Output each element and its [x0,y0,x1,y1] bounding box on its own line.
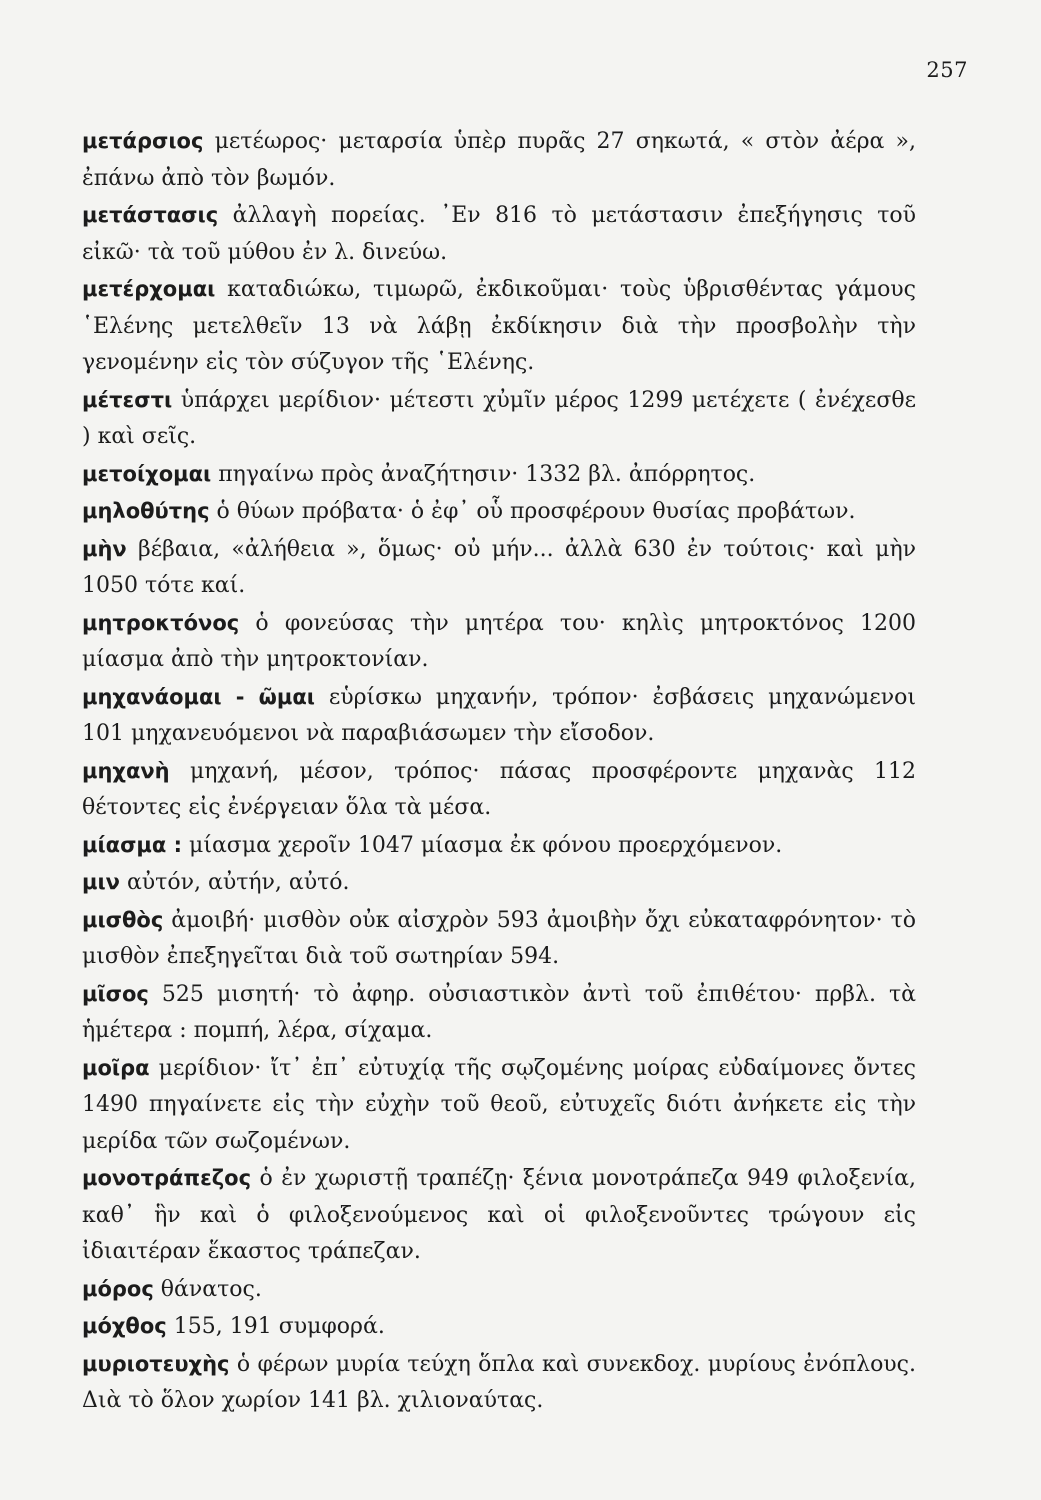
glossary-entry [82,679,916,753]
entry-lemma: μυριοτευχὴς [82,1351,230,1376]
glossary-entry [82,1050,916,1161]
entry-lemma: μέτεστι [82,387,173,412]
entry-lemma: μηλοθύτης [82,499,210,523]
entry-lemma: μηχανάομαι - ῶμαι [82,684,315,709]
entry-lemma: μετάρσιος [82,129,204,153]
entry-text: 155, 191 συμφορά. [173,1314,385,1339]
glossary-entry [82,1308,916,1346]
entry-text: ὁ θύων πρόβατα· ὁ ἐφ᾿ οὗ προσφέρουν θυσίας προβάτων. [216,499,856,524]
glossary-entry [82,1160,916,1271]
entry-text: καταδιώκω, τιμωρῶ, ἐκδικοῦμαι· τοὺς ὑβρισθέντας γάμους ῾Ελένης μετελθεῖν 13 νὰ λάβῃ ἐκδίκησιν διὰ τὴν προσβολὴν τὴν γενομένην εἰς τὸν σύζυγον τῆς ῾Ελένης. [82,277,917,375]
entry-text: μίασμα χεροῖν 1047 μίασμα ἐκ φόνου προερχόμενον. [189,832,783,858]
glossary-entry [82,902,916,976]
glossary-entry [82,605,916,679]
entry-lemma: μοῖρα [82,1055,150,1080]
entry-lemma: μετέρχομαι [82,277,216,301]
entry-text: 525 μισητή· τὸ ἀφηρ. οὐσιαστικὸν ἀντὶ τοῦ ἐπιθέτου· πρβλ. τὰ ἡμέτερα : πομπή, λέρα, σίχαμα. [82,981,916,1043]
entry-text: αὐτόν, αὐτήν, αὐτό. [126,870,350,895]
entry-text: πηγαίνω πρὸς ἀναζήτησιν· 1332 βλ. ἀπόρρητος. [218,461,756,487]
glossary-entry [82,864,916,902]
entry-text: ὁ φέρων μυρία τεύχη ὅπλα καὶ συνεκδοχ. μυρίους ἐνόπλους. Διὰ τὸ ὅλον χωρίον 141 βλ. χιλιοναύτας. [82,1351,916,1413]
glossary-entry [82,976,916,1050]
entry-lemma: μετοίχομαι [82,461,212,486]
entry-lemma: μίασμα : [82,832,183,857]
entry-lemma: μισθὸς [82,907,164,932]
entry-lemma: μετάστασις [82,203,219,227]
entry-lemma: μιν [82,870,120,894]
entry-lemma: μονοτράπεζος [82,1166,252,1190]
entry-text: μερίδιον· ἴτ᾿ ἐπ᾿ εὐτυχίᾳ τῆς σῳζομένης μοίρας εὐδαίμονες ὄντες 1490 πηγαίνετε εἰς τὴν εὐχὴν τοῦ θεοῦ, εὐτυχεῖς διότι ἀνήκετε εἰς τὴν μερίδα τῶν σωζομένων. [82,1055,916,1154]
entry-text: μηχανή, μέσον, τρόπος· πάσας προσφέροντε μηχανὰς 112 θέτοντες εἰς ἐνέργειαν ὅλα τὰ μέσα. [82,758,916,820]
entry-lemma: μηχανὴ [82,758,170,783]
entry-text: εὑρίσκω μηχανήν, τρόπον· ἐσβάσεις μηχανώμενοι 101 μηχανευόμενοι νὰ παραβιάσωμεν τὴν εἴσοδον. [82,684,916,746]
page-number: 257 [926,58,968,82]
glossary-entry [82,1346,916,1420]
glossary-entry [82,271,916,382]
entry-text: ἀμοιβή· μισθὸν οὐκ αἰσχρὸν 593 ἀμοιβὴν ὄχι εὐκαταφρόνητον· τὸ μισθὸν ἐπεξηγεῖται διὰ τοῦ σωτηρίαν 594. [82,907,916,969]
glossary-entry [82,1271,916,1309]
entry-text: ὑπάρχει μερίδιον· μέτεστι χὐμῖν μέρος 1299 μετέχετε ( ἐνέχεσθε ) καὶ σεῖς. [82,387,916,449]
glossary-entry [82,197,916,271]
glossary-entry [82,123,916,197]
entry-text: μετέωρος· μεταρσία ὑπὲρ πυρᾶς 27 σηκωτά, « στὸν ἀέρα », ἐπάνω ἀπὸ τὸν βωμόν. [82,129,916,191]
entry-text: βέβαια, «ἀλήθεια », ὅμως· οὐ μήν... ἀλλὰ 630 ἐν τούτοις· καὶ μὴν 1050 τότε καί. [82,536,916,598]
glossary-entry [82,382,916,456]
glossary-entries [82,123,916,1420]
entry-text: ἀλλαγὴ πορείας. ᾿Εν 816 τὸ μετάστασιν ἐπεξήγησις τοῦ εἰκῶ· τὰ τοῦ μύθου ἐν λ. δινεύω. [82,203,916,265]
entry-lemma: μόχθος [82,1314,167,1338]
entry-lemma: μῖσος [82,981,149,1006]
glossary-entry [82,493,916,531]
entry-lemma: μητροκτόνος [82,610,240,635]
entry-lemma: μόρος [82,1276,154,1301]
glossary-entry [82,531,916,605]
entry-text: ὁ ἐν χωριστῇ τραπέζῃ· ξένια μονοτράπεζα 949 φιλοξενία, καθ᾿ ἣν καὶ ὁ φιλοξενούμενος καὶ οἱ φιλοξενοῦντες τρώγουν εἰς ἰδιαιτέραν ἕκαστος τράπεζαν. [82,1166,916,1264]
glossary-entry [82,456,916,494]
entry-lemma: μὴν [82,536,127,561]
glossary-entry [82,753,916,827]
glossary-entry [82,827,916,865]
entry-text: ὁ φονεύσας τὴν μητέρα του· κηλὶς μητροκτόνος 1200 μίασμα ἀπὸ τὴν μητροκτονίαν. [82,610,916,672]
entry-text: θάνατος. [160,1276,262,1302]
